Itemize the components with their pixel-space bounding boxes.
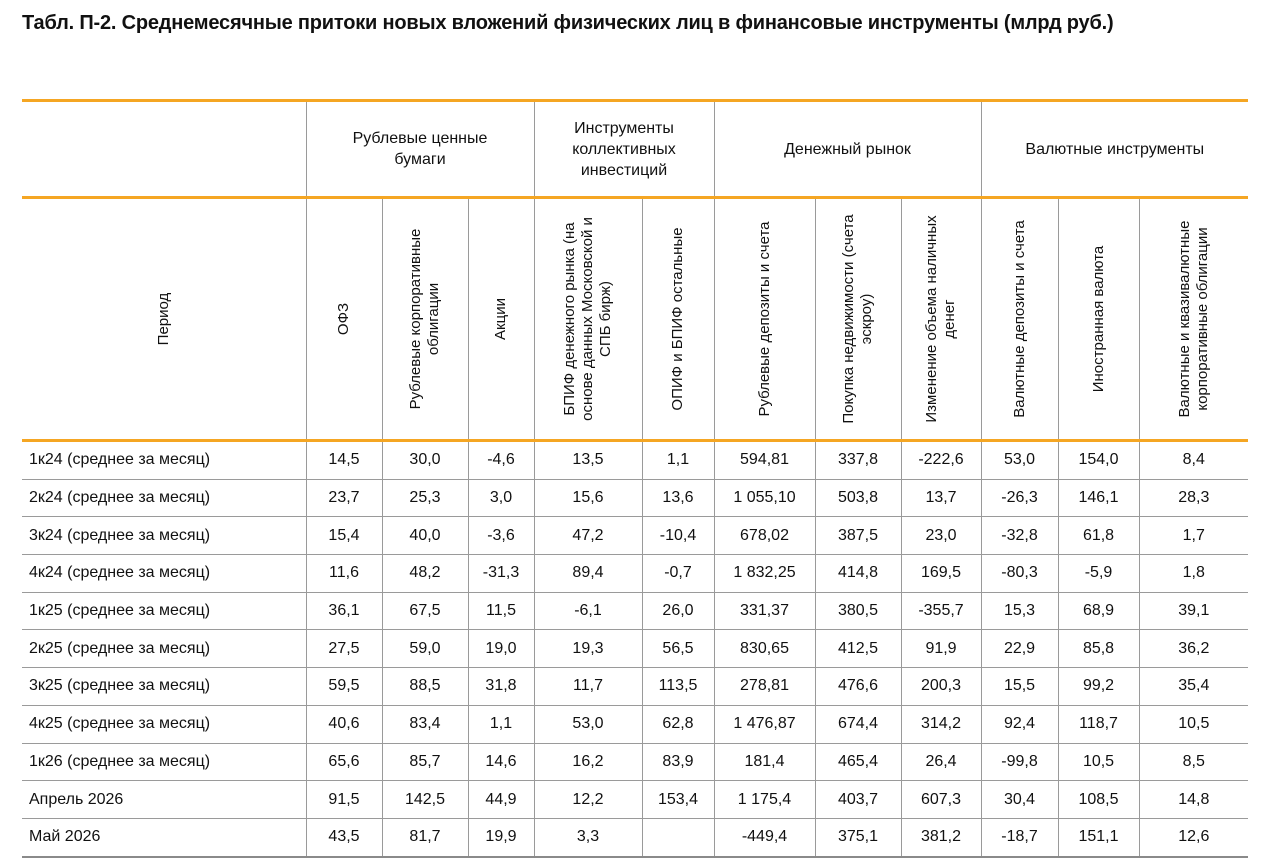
cell-fx-cash: 108,5 xyxy=(1058,781,1139,819)
table-row xyxy=(22,592,1248,630)
cell-real-estate: 337,8 xyxy=(815,441,901,480)
cell-fx-cash: 10,5 xyxy=(1058,743,1139,781)
table-row xyxy=(22,781,1248,819)
cell-corp-bonds: 25,3 xyxy=(382,479,468,517)
cell-corp-bonds: 88,5 xyxy=(382,668,468,706)
cell-shares: 1,1 xyxy=(468,705,534,743)
cell-fx-deposits: -26,3 xyxy=(981,479,1058,517)
cell-shares: -4,6 xyxy=(468,441,534,480)
cell-rub-deposits: 1 476,87 xyxy=(714,705,815,743)
cell-cash-change: -222,6 xyxy=(901,441,981,480)
cell-fx-bonds: 14,8 xyxy=(1139,781,1248,819)
cell-cash-change: 169,5 xyxy=(901,555,981,593)
cell-rub-deposits: -449,4 xyxy=(714,818,815,856)
cell-opif-other: 62,8 xyxy=(642,705,714,743)
cell-bpif-money-market: 3,3 xyxy=(534,818,642,856)
cell-fx-deposits: 53,0 xyxy=(981,441,1058,480)
cell-period: 4к25 (среднее за месяц) xyxy=(22,705,306,743)
cell-opif-other: -0,7 xyxy=(642,555,714,593)
cell-period: 1к24 (среднее за месяц) xyxy=(22,441,306,480)
cell-real-estate: 375,1 xyxy=(815,818,901,856)
cell-shares: 14,6 xyxy=(468,743,534,781)
cell-real-estate: 674,4 xyxy=(815,705,901,743)
cell-opif-other xyxy=(642,818,714,856)
table-body xyxy=(22,441,1248,857)
cell-fx-bonds: 39,1 xyxy=(1139,592,1248,630)
cell-rub-deposits: 278,81 xyxy=(714,668,815,706)
cell-fx-bonds: 8,5 xyxy=(1139,743,1248,781)
cell-real-estate: 414,8 xyxy=(815,555,901,593)
cell-fx-deposits: 22,9 xyxy=(981,630,1058,668)
cell-ofz: 23,7 xyxy=(306,479,382,517)
cell-cash-change: 381,2 xyxy=(901,818,981,856)
cell-bpif-money-market: 15,6 xyxy=(534,479,642,517)
cell-rub-deposits: 830,65 xyxy=(714,630,815,668)
cell-fx-deposits: -18,7 xyxy=(981,818,1058,856)
cell-real-estate: 387,5 xyxy=(815,517,901,555)
cell-bpif-money-market: 47,2 xyxy=(534,517,642,555)
cell-fx-deposits: 15,3 xyxy=(981,592,1058,630)
cell-real-estate: 503,8 xyxy=(815,479,901,517)
cell-bpif-money-market: 53,0 xyxy=(534,705,642,743)
cell-bpif-money-market: 11,7 xyxy=(534,668,642,706)
column-header-fx-bonds: Валютные и квазивалютные корпоративные облигации xyxy=(1139,198,1248,441)
column-header-bpif-money-market: БПИФ денежного рынка (на основе данных Московской и СПБ бирж) xyxy=(534,198,642,441)
cell-rub-deposits: 1 055,10 xyxy=(714,479,815,517)
cell-fx-deposits: 15,5 xyxy=(981,668,1058,706)
cell-shares: -3,6 xyxy=(468,517,534,555)
column-header-row xyxy=(22,198,1248,441)
group-header-empty xyxy=(22,101,306,198)
table-row xyxy=(22,630,1248,668)
cell-period: 2к25 (среднее за месяц) xyxy=(22,630,306,668)
table-title: Табл. П-2. Среднемесячные притоки новых вложений физических лиц в финансовые инструменты (млрд руб.) xyxy=(22,12,1114,34)
cell-fx-deposits: -32,8 xyxy=(981,517,1058,555)
cell-opif-other: 26,0 xyxy=(642,592,714,630)
cell-shares: 31,8 xyxy=(468,668,534,706)
column-header-ofz: ОФЗ xyxy=(306,198,382,441)
cell-bpif-money-market: 19,3 xyxy=(534,630,642,668)
cell-rub-deposits: 1 175,4 xyxy=(714,781,815,819)
cell-period: 3к24 (среднее за месяц) xyxy=(22,517,306,555)
group-header-collective-investments: Инструменты коллективных инвестиций xyxy=(534,101,714,198)
cell-corp-bonds: 30,0 xyxy=(382,441,468,480)
cell-cash-change: 200,3 xyxy=(901,668,981,706)
cell-fx-cash: 68,9 xyxy=(1058,592,1139,630)
cell-fx-cash: 61,8 xyxy=(1058,517,1139,555)
cell-shares: 3,0 xyxy=(468,479,534,517)
cell-corp-bonds: 81,7 xyxy=(382,818,468,856)
group-header-row xyxy=(22,101,1248,198)
cell-opif-other: 1,1 xyxy=(642,441,714,480)
cell-cash-change: -355,7 xyxy=(901,592,981,630)
cell-period: 1к25 (среднее за месяц) xyxy=(22,592,306,630)
cell-ofz: 65,6 xyxy=(306,743,382,781)
cell-fx-bonds: 36,2 xyxy=(1139,630,1248,668)
cell-period: Апрель 2026 xyxy=(22,781,306,819)
cell-shares: -31,3 xyxy=(468,555,534,593)
cell-opif-other: -10,4 xyxy=(642,517,714,555)
table-row xyxy=(22,479,1248,517)
cell-fx-deposits: -99,8 xyxy=(981,743,1058,781)
cell-cash-change: 13,7 xyxy=(901,479,981,517)
cell-corp-bonds: 83,4 xyxy=(382,705,468,743)
cell-real-estate: 465,4 xyxy=(815,743,901,781)
cell-cash-change: 91,9 xyxy=(901,630,981,668)
cell-cash-change: 23,0 xyxy=(901,517,981,555)
cell-opif-other: 113,5 xyxy=(642,668,714,706)
cell-shares: 44,9 xyxy=(468,781,534,819)
table-row xyxy=(22,818,1248,856)
group-header-ruble-securities: Рублевые ценные бумаги xyxy=(306,101,534,198)
cell-bpif-money-market: 12,2 xyxy=(534,781,642,819)
cell-fx-bonds: 35,4 xyxy=(1139,668,1248,706)
cell-bpif-money-market: 89,4 xyxy=(534,555,642,593)
cell-ofz: 27,5 xyxy=(306,630,382,668)
cell-shares: 11,5 xyxy=(468,592,534,630)
cell-corp-bonds: 85,7 xyxy=(382,743,468,781)
column-header-rub-deposits: Рублевые депозиты и счета xyxy=(714,198,815,441)
cell-fx-bonds: 1,8 xyxy=(1139,555,1248,593)
cell-period: 4к24 (среднее за месяц) xyxy=(22,555,306,593)
column-header-real-estate: Покупка недвижимости (счета эскроу) xyxy=(815,198,901,441)
cell-fx-cash: -5,9 xyxy=(1058,555,1139,593)
cell-corp-bonds: 48,2 xyxy=(382,555,468,593)
inflows-table xyxy=(22,99,1248,858)
column-header-fx-cash: Иностранная валюта xyxy=(1058,198,1139,441)
cell-fx-bonds: 8,4 xyxy=(1139,441,1248,480)
cell-fx-cash: 85,8 xyxy=(1058,630,1139,668)
cell-fx-deposits: 30,4 xyxy=(981,781,1058,819)
cell-ofz: 59,5 xyxy=(306,668,382,706)
cell-rub-deposits: 678,02 xyxy=(714,517,815,555)
cell-fx-bonds: 12,6 xyxy=(1139,818,1248,856)
cell-cash-change: 607,3 xyxy=(901,781,981,819)
cell-real-estate: 380,5 xyxy=(815,592,901,630)
cell-fx-bonds: 1,7 xyxy=(1139,517,1248,555)
cell-corp-bonds: 67,5 xyxy=(382,592,468,630)
cell-period: 2к24 (среднее за месяц) xyxy=(22,479,306,517)
cell-ofz: 91,5 xyxy=(306,781,382,819)
cell-period: 3к25 (среднее за месяц) xyxy=(22,668,306,706)
cell-rub-deposits: 181,4 xyxy=(714,743,815,781)
cell-opif-other: 13,6 xyxy=(642,479,714,517)
column-header-fx-deposits: Валютные депозиты и счета xyxy=(981,198,1058,441)
cell-fx-deposits: 92,4 xyxy=(981,705,1058,743)
cell-corp-bonds: 142,5 xyxy=(382,781,468,819)
group-header-money-market: Денежный рынок xyxy=(714,101,981,198)
cell-real-estate: 403,7 xyxy=(815,781,901,819)
cell-real-estate: 412,5 xyxy=(815,630,901,668)
cell-period: Май 2026 xyxy=(22,818,306,856)
table-row xyxy=(22,441,1248,480)
table-row xyxy=(22,705,1248,743)
cell-rub-deposits: 331,37 xyxy=(714,592,815,630)
cell-opif-other: 153,4 xyxy=(642,781,714,819)
cell-ofz: 40,6 xyxy=(306,705,382,743)
cell-cash-change: 26,4 xyxy=(901,743,981,781)
cell-ofz: 14,5 xyxy=(306,441,382,480)
cell-fx-cash: 151,1 xyxy=(1058,818,1139,856)
table-row xyxy=(22,743,1248,781)
cell-cash-change: 314,2 xyxy=(901,705,981,743)
cell-fx-cash: 146,1 xyxy=(1058,479,1139,517)
column-header-corp-bonds: Рублевые корпоративные облигации xyxy=(382,198,468,441)
column-header-opif-other: ОПИФ и БПИФ остальные xyxy=(642,198,714,441)
cell-bpif-money-market: -6,1 xyxy=(534,592,642,630)
cell-shares: 19,9 xyxy=(468,818,534,856)
table-row xyxy=(22,517,1248,555)
table-row xyxy=(22,555,1248,593)
cell-bpif-money-market: 16,2 xyxy=(534,743,642,781)
cell-opif-other: 56,5 xyxy=(642,630,714,668)
cell-fx-bonds: 28,3 xyxy=(1139,479,1248,517)
column-header-cash-change: Изменение объема наличных денег xyxy=(901,198,981,441)
cell-fx-bonds: 10,5 xyxy=(1139,705,1248,743)
cell-fx-cash: 154,0 xyxy=(1058,441,1139,480)
cell-fx-cash: 118,7 xyxy=(1058,705,1139,743)
cell-shares: 19,0 xyxy=(468,630,534,668)
cell-fx-deposits: -80,3 xyxy=(981,555,1058,593)
cell-bpif-money-market: 13,5 xyxy=(534,441,642,480)
table-row xyxy=(22,668,1248,706)
cell-rub-deposits: 594,81 xyxy=(714,441,815,480)
cell-opif-other: 83,9 xyxy=(642,743,714,781)
cell-ofz: 15,4 xyxy=(306,517,382,555)
cell-real-estate: 476,6 xyxy=(815,668,901,706)
cell-ofz: 36,1 xyxy=(306,592,382,630)
cell-rub-deposits: 1 832,25 xyxy=(714,555,815,593)
cell-period: 1к26 (среднее за месяц) xyxy=(22,743,306,781)
cell-ofz: 11,6 xyxy=(306,555,382,593)
column-header-shares: Акции xyxy=(468,198,534,441)
group-header-fx-instruments: Валютные инструменты xyxy=(981,101,1248,198)
cell-fx-cash: 99,2 xyxy=(1058,668,1139,706)
cell-corp-bonds: 40,0 xyxy=(382,517,468,555)
cell-ofz: 43,5 xyxy=(306,818,382,856)
column-header-period: Период xyxy=(22,198,306,441)
cell-corp-bonds: 59,0 xyxy=(382,630,468,668)
